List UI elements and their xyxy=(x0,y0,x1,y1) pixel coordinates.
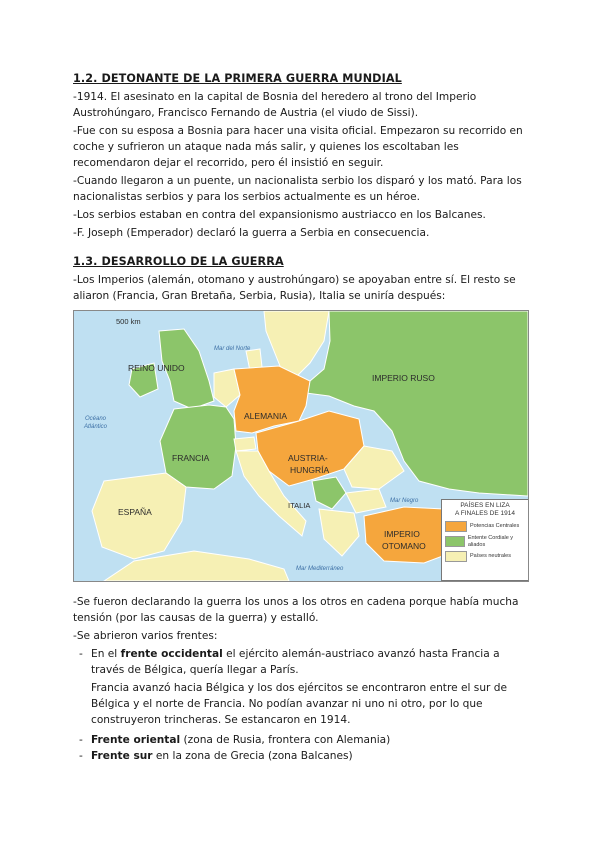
legend-label-entente: Entente Cordiale y aliados xyxy=(467,535,514,548)
map-legend xyxy=(441,499,529,581)
legend-title-line-1: PAÍSES EN LIZA xyxy=(460,502,510,509)
paragraph: -Los serbios estaban en contra del expansionismo austriacco en los Balcanes. xyxy=(73,209,486,221)
label-germany: ALEMANIA xyxy=(244,411,287,421)
paragraph: -Fue con su esposa a Bosnia para hacer una visita oficial. Empezaron su recorrido en coche y sufrieron un ataque nada más salir, y quienes los escoltaban les recomendaron dejar el recorrido, pero él insistió en seguir. xyxy=(73,125,523,169)
sub-paragraph: Francia avanzó hacia Bélgica y los dos ejércitos se encontraron entre el sur de Bélgica y el norte de Francia. No podían avanzar ni uno ni otro, por lo que construyeron trincheras. Se estancaron en 1914. xyxy=(91,682,507,726)
switzerland xyxy=(234,437,256,451)
legend-swatch-entente xyxy=(445,536,465,547)
legend-row-entente xyxy=(445,535,525,548)
text: el ejército alemán-austriaco avanzó hasta Francia a través de Bélgica, quería llegar a París. xyxy=(91,648,500,676)
bold-text: Frente oriental xyxy=(91,734,181,746)
label-spain: ESPAÑA xyxy=(118,507,152,517)
label-russia: IMPERIO RUSO xyxy=(372,373,435,383)
label-italy: ITALIA xyxy=(288,501,311,510)
label-uk: REINO UNIDO xyxy=(128,363,185,373)
fronts-list xyxy=(73,646,533,678)
legend-row-neutral xyxy=(445,551,525,562)
section-title-1-2: 1.2. DETONANTE DE LA PRIMERA GUERRA MUNDIAL xyxy=(73,72,402,85)
label-austria-1: AUSTRIA- xyxy=(288,453,328,463)
legend-row-central xyxy=(445,521,525,532)
europe-1914-map xyxy=(73,310,529,582)
paragraph: -Se fueron declarando la guerra los unos a los otros en cadena porque había mucha tensión (por las causas de la guerra) y estalló. xyxy=(73,596,519,624)
legend-label-neutral: Países neutrales xyxy=(470,553,511,560)
text: (zona de Rusia, frontera con Alemania) xyxy=(180,734,391,746)
label-atlantic-2: Atlántico xyxy=(84,424,108,430)
document-page xyxy=(73,72,533,764)
paragraph: -1914. El asesinato en la capital de Bosnia del heredero al trono del Imperio Austrohúngaro, Francisco Fernando de Austria (el viudo de Sissi). xyxy=(73,91,477,119)
label-ottoman-2: OTOMANO xyxy=(382,541,426,551)
label-atlantic xyxy=(84,415,107,431)
legend-swatch-central xyxy=(445,521,467,532)
label-ottoman-1: IMPERIO xyxy=(384,529,420,539)
legend-swatch-neutral xyxy=(445,551,467,562)
paragraph: -F. Joseph (Emperador) declaró la guerra a Serbia en consecuencia. xyxy=(73,227,430,239)
section-title-1-3: 1.3. DESARROLLO DE LA GUERRA xyxy=(73,255,284,268)
label-mediterranean: Mar Mediterráneo xyxy=(296,566,344,572)
paragraph: -Cuando llegaron a un puente, un nacionalista serbio los disparó y los mató. Para los nacionalistas serbios y para los serbios actualmente es un héroe. xyxy=(73,175,522,203)
label-black-sea: Mar Negro xyxy=(390,498,419,504)
paragraph: -Se abrieron varios frentes: xyxy=(73,630,218,642)
fronts-list-2 xyxy=(73,732,533,764)
list-item-western-front xyxy=(91,646,533,678)
label-france: FRANCIA xyxy=(172,453,210,463)
label-austria-2: HUNGRÍA xyxy=(290,465,330,475)
bold-text: frente occidental xyxy=(120,648,223,660)
legend-title-line-2: A FINALES DE 1914 xyxy=(455,510,515,517)
map-scale: 500 km xyxy=(116,317,141,326)
list-item-southern-front xyxy=(91,748,533,764)
list-item-eastern-front xyxy=(91,732,533,748)
paragraph: -Los Imperios (alemán, otomano y austrohúngaro) se apoyaban entre sí. El resto se aliaron (Francia, Gran Bretaña, Serbia, Rusia), Italia se uniría después: xyxy=(73,274,516,302)
label-north-sea: Mar del Norte xyxy=(214,346,251,352)
text: en la zona de Grecia (zona Balcanes) xyxy=(152,750,353,762)
bold-text: Frente sur xyxy=(91,750,153,762)
legend-label-central: Potencias Centrales xyxy=(470,523,520,530)
legend-title xyxy=(442,500,528,518)
text: En el xyxy=(91,648,121,660)
label-atlantic-1: Océano xyxy=(85,416,107,422)
